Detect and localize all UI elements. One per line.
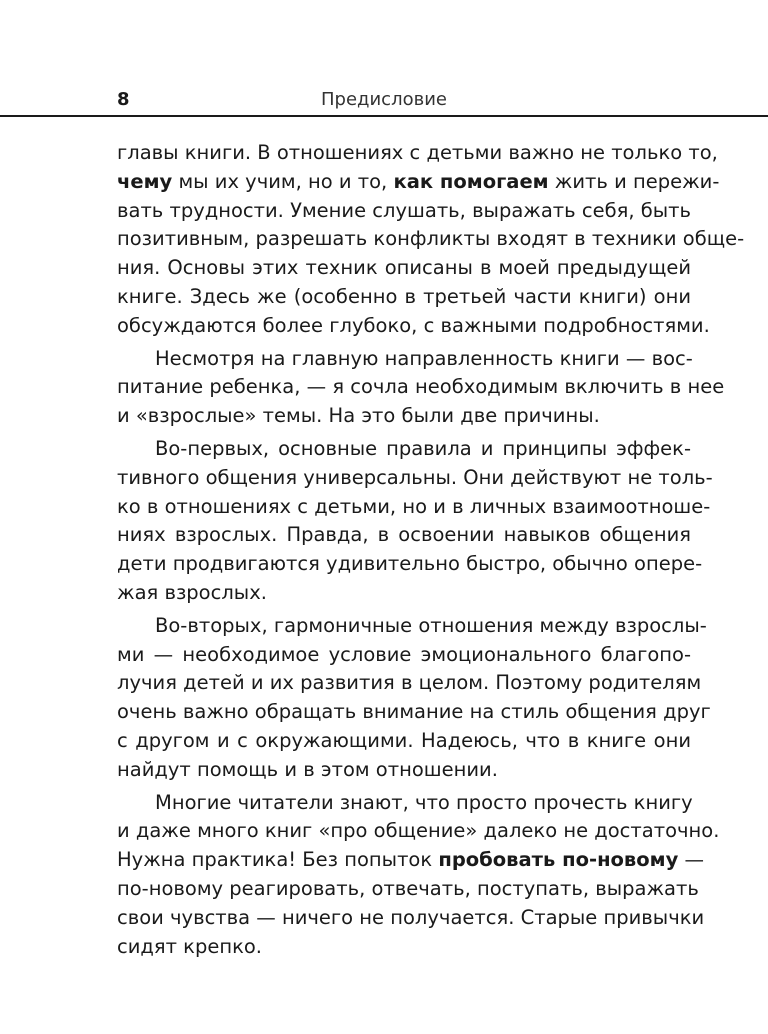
text-line: [117, 612, 707, 641]
text-segment: Во-первых, основные правила и принципы эффек-: [155, 436, 691, 460]
running-head: Предисловие: [321, 89, 447, 110]
text-segment: —: [678, 848, 705, 872]
header-rule: [0, 115, 768, 117]
text-line: [117, 168, 720, 197]
text-segment: лучия детей и их развития в целом. Поэтому родителям: [117, 671, 702, 695]
page-number: 8: [117, 89, 130, 110]
text-segment: дети продвигаются удивительно быстро, обычно опере-: [117, 552, 703, 576]
text-segment: найдут помощь и в этом отношении.: [117, 757, 498, 781]
text-line: [117, 698, 711, 727]
text-segment: и «взрослые» темы. На это были две причины.: [117, 404, 600, 428]
text-line: [117, 493, 711, 522]
text-line: [117, 846, 705, 875]
paragraph: [117, 139, 745, 341]
text-line: [117, 817, 720, 846]
text-line: [117, 225, 745, 254]
paragraph: [117, 345, 725, 431]
text-segment: вать трудности. Умение слушать, выражать себя, быть: [117, 198, 691, 222]
text-segment: питание ребенка, — я сочла необходимым включить в нее: [117, 375, 725, 399]
text-line: [117, 669, 702, 698]
text-segment: Нужна практика! Без попыток: [117, 848, 439, 872]
text-segment: ми — необходимое условие эмоционального благопо-: [117, 642, 691, 666]
text-segment: жая взрослых.: [117, 580, 267, 604]
paragraph: [117, 435, 713, 608]
text-line: [117, 254, 691, 283]
text-segment: и даже много книг «про общение» далеко не достаточно.: [117, 819, 720, 843]
text-segment: позитивным, разрешать конфликты входят в техники обще-: [117, 227, 745, 251]
text-line: [117, 197, 691, 226]
text-segment: мы их учим, но и то,: [172, 169, 394, 193]
text-segment: очень важно обращать внимание на стиль общения друг: [117, 700, 711, 724]
text-line: [117, 933, 691, 962]
text-line: [117, 550, 703, 579]
text-segment: по-новому реагировать, отвечать, поступать, выражать: [117, 876, 699, 900]
text-segment: ния. Основы этих техник описаны в моей предыдущей: [117, 256, 691, 280]
bold-phrase: пробовать по-новому: [438, 848, 679, 872]
text-segment: главы книги. В отношениях с детьми важно не только то,: [117, 141, 718, 164]
text-segment: ниях взрослых. Правда, в освоении навыков общения: [117, 523, 691, 547]
text-segment: жить и пережи-: [548, 169, 720, 193]
text-line: [117, 283, 691, 312]
text-line: [117, 875, 699, 904]
text-line: [117, 756, 691, 785]
text-segment: сидят крепко.: [117, 934, 262, 958]
bold-phrase: как помогаем: [393, 169, 549, 193]
text-segment: тивного общения универсальны. Они действуют не толь-: [117, 465, 713, 489]
text-segment: с другом и с окружающими. Надеюсь, что в книге они: [117, 728, 691, 752]
text-line: [117, 727, 691, 756]
text-line: [117, 521, 691, 550]
text-segment: ко в отношениях с детьми, но и в личных взаимоотноше-: [117, 494, 711, 518]
text-line: [117, 312, 710, 341]
text-segment: Многие читатели знают, что просто прочесть книгу: [155, 790, 693, 814]
body-text: [117, 139, 745, 961]
text-line: [117, 435, 691, 464]
text-line: [117, 373, 725, 402]
page-header: [0, 88, 768, 116]
text-segment: Несмотря на главную направленность книги — вос-: [155, 346, 693, 370]
text-segment: Во-вторых, гармоничные отношения между взрослы-: [155, 613, 707, 637]
bold-phrase: чему: [117, 169, 173, 193]
text-segment: свои чувства — ничего не получается. Старые привычки: [117, 905, 705, 929]
text-line: [117, 904, 705, 933]
text-segment: книге. Здесь же (особенно в третьей части книги) они: [117, 284, 691, 308]
text-line: [117, 139, 718, 168]
paragraph: [117, 789, 720, 962]
text-line: [117, 579, 691, 608]
text-line: [117, 345, 691, 374]
text-line: [117, 402, 691, 431]
text-segment: обсуждаются более глубоко, с важными подробностями.: [117, 313, 710, 337]
text-line: [117, 641, 691, 670]
text-line: [117, 464, 713, 493]
paragraph: [117, 612, 711, 785]
text-line: [117, 789, 691, 818]
